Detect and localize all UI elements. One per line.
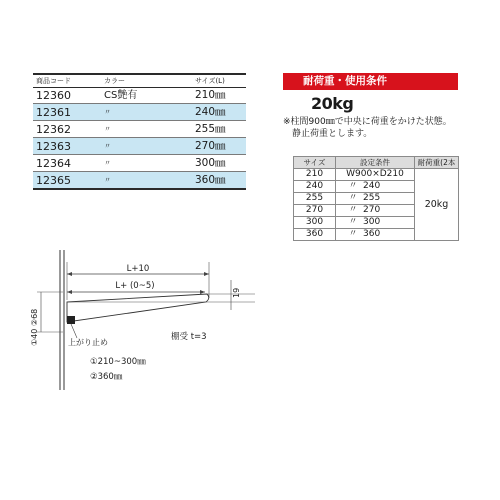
shelf-label: 棚受 t=3	[171, 332, 207, 342]
product-color	[101, 172, 191, 190]
ditto-mark: 〃	[348, 193, 358, 203]
table-row	[33, 88, 246, 104]
variant-2-label: ②360㎜	[90, 372, 123, 382]
product-color	[101, 155, 191, 172]
ditto-mark: 〃	[348, 181, 358, 191]
product-size: 255㎜	[191, 121, 246, 138]
header-size: サイズ(L)	[191, 74, 246, 88]
table-row	[33, 121, 246, 138]
ditto-mark: 〃	[348, 229, 358, 239]
product-code: 12364	[33, 155, 101, 172]
load-depth: 240	[363, 181, 381, 191]
stopper-leader	[71, 324, 77, 338]
table-row	[33, 172, 246, 190]
product-code: 12365	[33, 172, 101, 190]
header-code: 商品コード	[33, 74, 101, 88]
load-setting: W900×D210	[336, 169, 415, 181]
arrow-right-inner	[200, 290, 205, 294]
table-row	[33, 138, 246, 155]
load-note: ※柱間900㎜で中央に荷重をかけた状態。 静止荷重とします。	[283, 117, 452, 139]
product-color	[101, 121, 191, 138]
ditto-mark: 〃	[348, 217, 358, 227]
load-table-header	[294, 157, 459, 169]
ditto-mark: 〃	[104, 159, 111, 167]
load-size: 210	[294, 169, 336, 181]
product-color	[101, 138, 191, 155]
product-size: 300㎜	[191, 155, 246, 172]
load-setting	[336, 205, 415, 217]
load-depth: 270	[363, 205, 381, 215]
dim-inner-label: L+ (0~5)	[115, 281, 155, 291]
load-depth: 255	[363, 193, 381, 203]
product-table	[33, 73, 246, 190]
load-depth: 300	[363, 217, 381, 227]
ditto-mark: 〃	[104, 176, 111, 184]
arrow-left-total	[67, 272, 72, 276]
header-load: 耐荷重(2本	[415, 157, 459, 169]
stopper-block	[67, 316, 75, 324]
product-code: 12362	[33, 121, 101, 138]
load-depth: 360	[363, 229, 381, 239]
load-capacity: 20kg	[415, 169, 459, 241]
arrow-left-inner	[67, 290, 72, 294]
product-size: 240㎜	[191, 104, 246, 121]
load-conditions-title: 耐荷重・使用条件	[283, 73, 458, 90]
load-setting	[336, 217, 415, 229]
header-setting: 設定条件	[336, 157, 415, 169]
product-size: 210㎜	[191, 88, 246, 104]
product-color: CS艶有	[101, 88, 191, 104]
dim-total-label: L+10	[126, 264, 150, 274]
ditto-mark: 〃	[104, 142, 111, 150]
load-size: 255	[294, 193, 336, 205]
product-table-header	[33, 74, 246, 88]
table-row	[33, 155, 246, 172]
arrow-right-total	[204, 272, 209, 276]
product-code: 12363	[33, 138, 101, 155]
load-setting	[336, 229, 415, 241]
load-size: 270	[294, 205, 336, 217]
load-size: 360	[294, 229, 336, 241]
ditto-mark: 〃	[348, 205, 358, 215]
product-color	[101, 104, 191, 121]
table-row	[294, 169, 459, 181]
ditto-mark: 〃	[104, 125, 111, 133]
ditto-mark: 〃	[104, 108, 111, 116]
load-size: 240	[294, 181, 336, 193]
header-color: カラー	[101, 74, 191, 88]
load-conditions-table	[293, 156, 459, 241]
stopper-label: 上がり止め	[68, 338, 108, 347]
product-code: 12360	[33, 88, 101, 104]
variant-1-label: ①210~300㎜	[90, 357, 146, 367]
product-size: 270㎜	[191, 138, 246, 155]
load-setting	[336, 181, 415, 193]
load-setting	[336, 193, 415, 205]
shelf-bracket-shape	[67, 294, 209, 322]
bracket-dimension-diagram	[25, 250, 265, 390]
load-size: 300	[294, 217, 336, 229]
header-size: サイズ	[294, 157, 336, 169]
product-code: 12361	[33, 104, 101, 121]
dim-height-label: 19	[232, 287, 241, 298]
dim-vertical-label: ①40 ②68	[30, 308, 39, 346]
table-row	[33, 104, 246, 121]
product-size: 360㎜	[191, 172, 246, 190]
load-value: 20kg	[311, 94, 354, 113]
